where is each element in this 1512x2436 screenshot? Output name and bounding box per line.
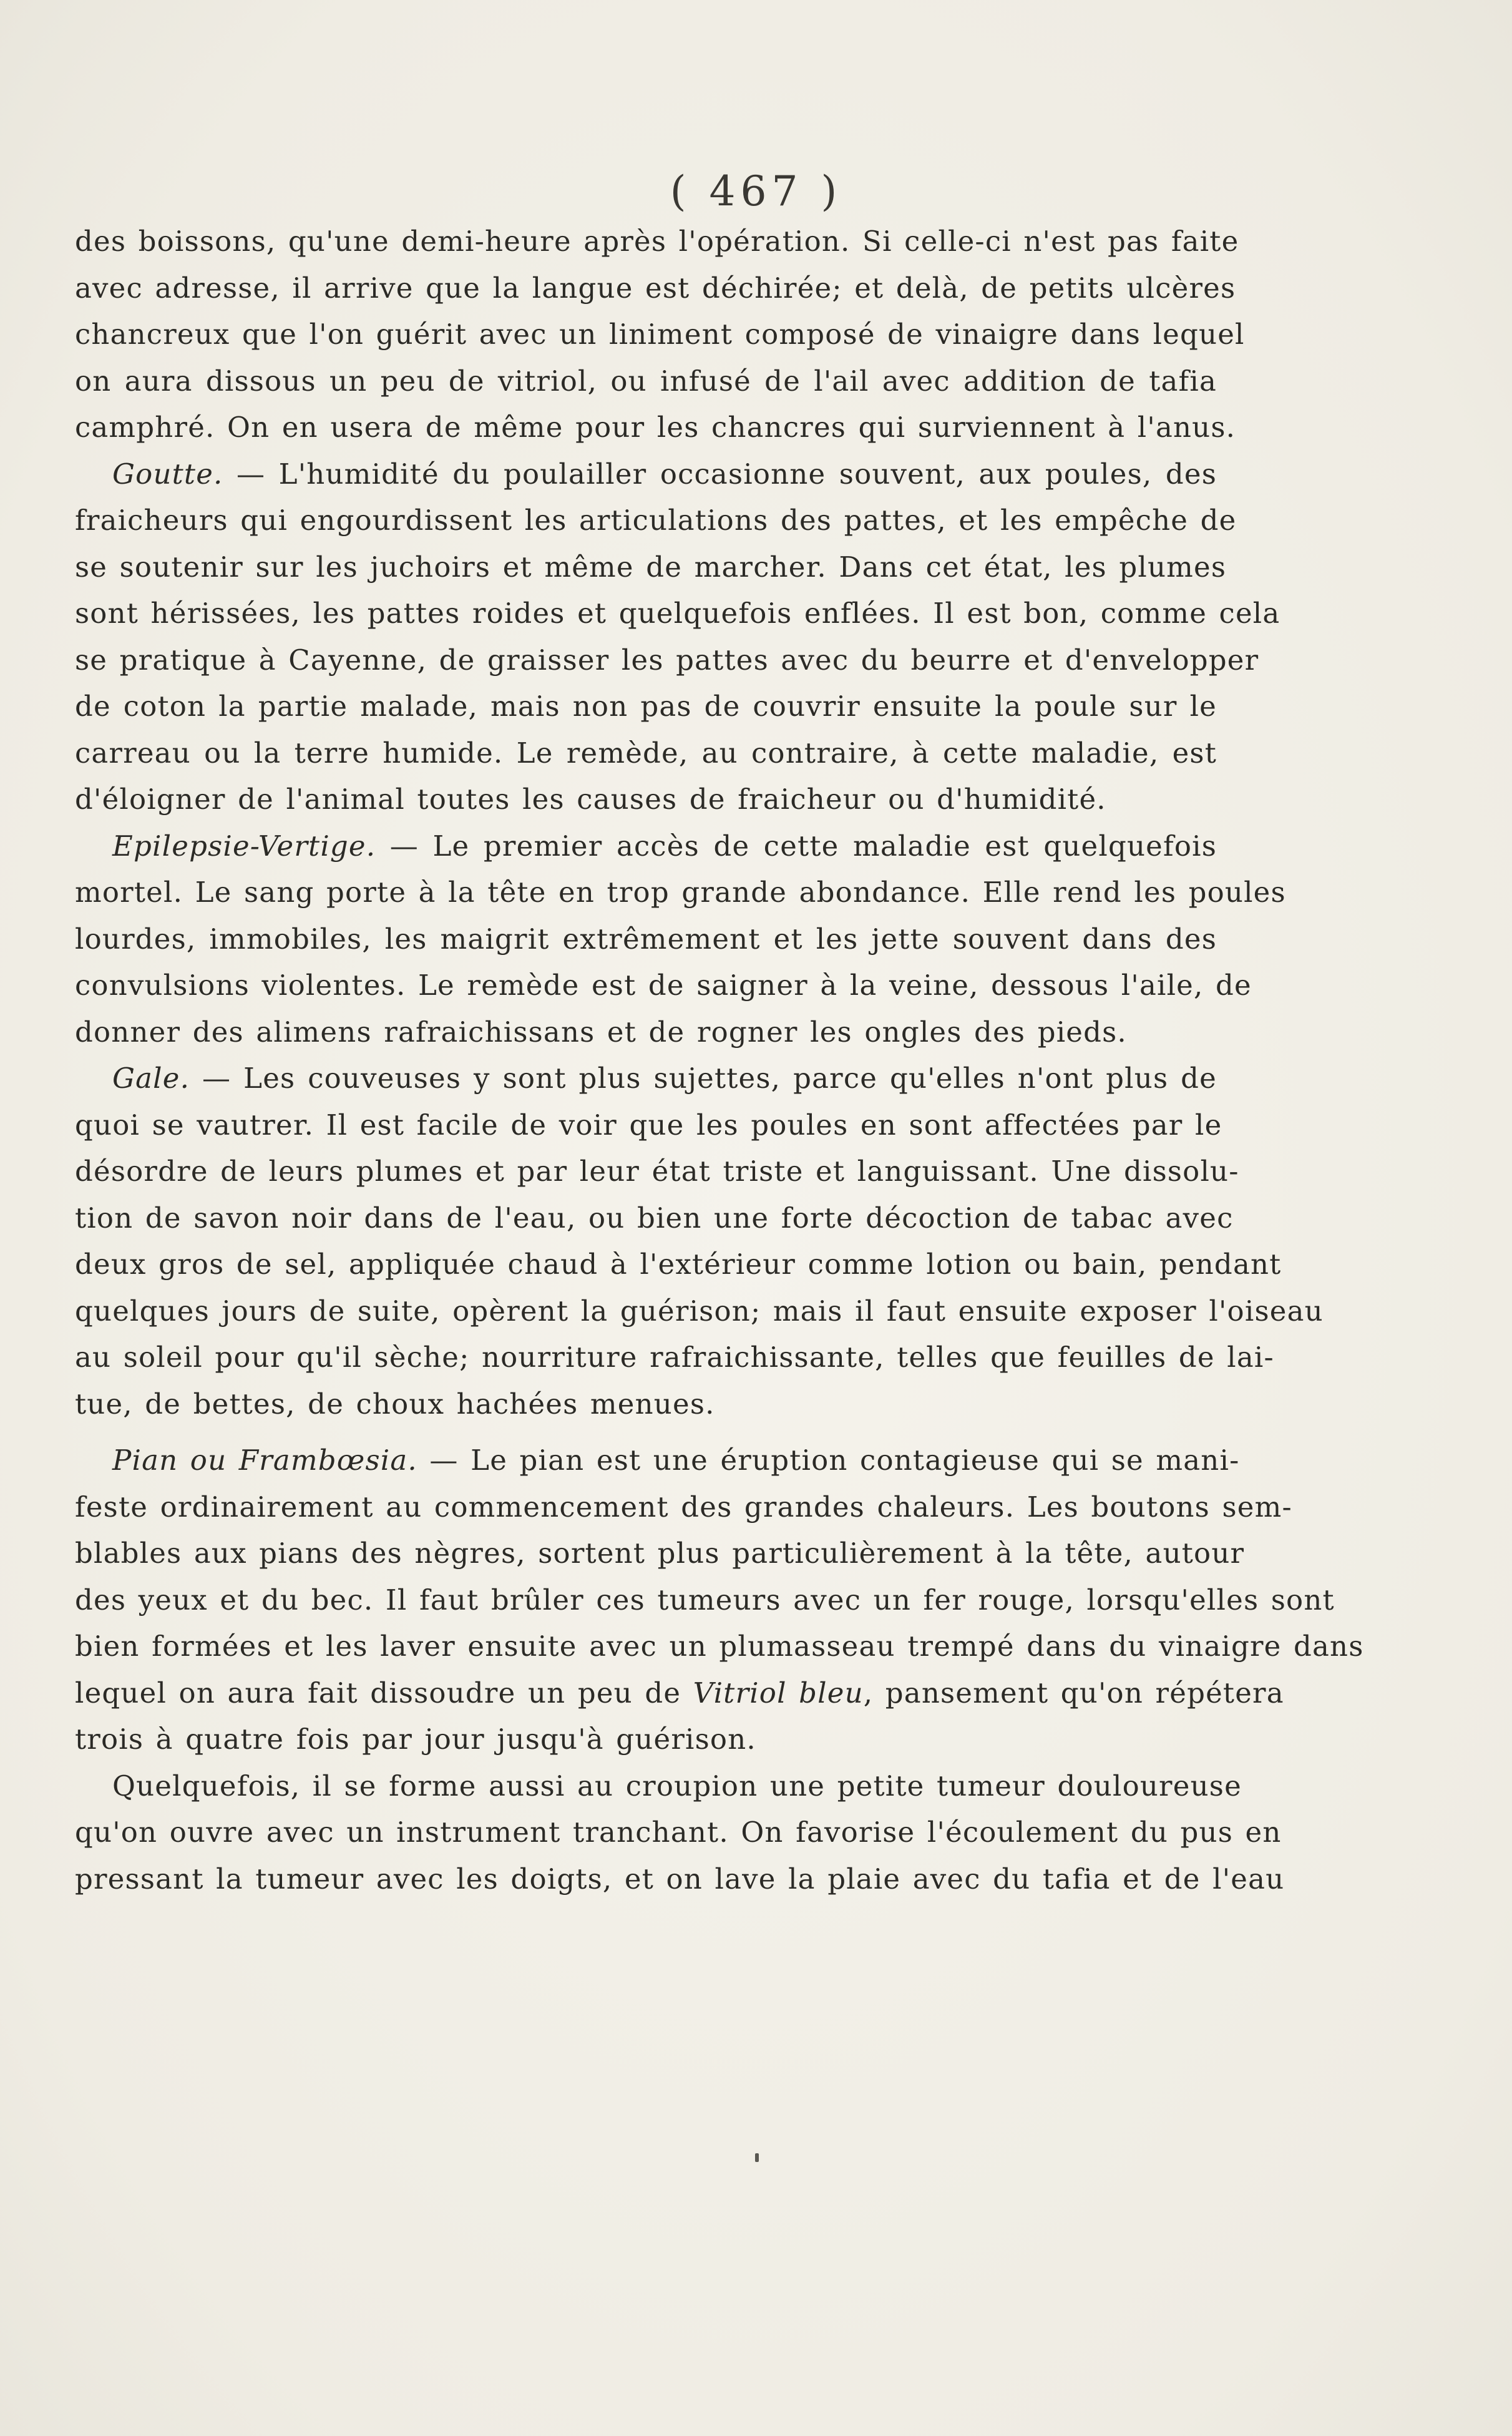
page-number: ( 467 ) — [670, 167, 842, 215]
text-line: des yeux et du bec. Il faut brûler ces tumeurs avec un fer rouge, lorsqu'elles sont — [75, 1583, 1335, 1617]
text-line: de coton la partie malade, mais non pas de couvrir ensuite la poule sur le — [75, 690, 1217, 723]
text-line: qu'on ouvre avec un instrument tranchant. On favorise l'écoulement du pus en — [75, 1816, 1282, 1849]
section-pian — [75, 1437, 1240, 1484]
text-line: avec adresse, il arrive que la langue est déchirée; et delà, de petits ulcères — [75, 271, 1236, 305]
body-text — [75, 218, 1364, 1902]
section-goutte — [75, 451, 1217, 498]
section-gale — [75, 1055, 1217, 1102]
text-line: Quelquefois, il se forme aussi au croupion une petite tumeur douloureuse — [112, 1769, 1242, 1803]
text-line: désordre de leurs plumes et par leur état triste et languissant. Une dissolu- — [75, 1155, 1239, 1188]
text-line: bien formées et les laver ensuite avec un plumasseau trempé dans du vinaigre dans — [75, 1630, 1364, 1663]
ink-speck — [755, 2153, 759, 2162]
text-segment: lequel on aura fait dissoudre un peu de — [75, 1676, 693, 1710]
text-line: chancreux que l'on guérit avec un liniment composé de vinaigre dans lequel — [75, 318, 1245, 351]
text-line: des boissons, qu'une demi-heure après l'opération. Si celle-ci n'est pas faite — [75, 225, 1239, 258]
text-line: sont hérissées, les pattes roides et quelquefois enflées. Il est bon, comme cela — [75, 597, 1280, 630]
text-line: carreau ou la terre humide. Le remède, au contraire, à cette maladie, est — [75, 736, 1217, 770]
text-line: mortel. Le sang porte à la tête en trop grande abondance. Elle rend les poules — [75, 876, 1286, 909]
section-heading: Pian ou Frambœsia. — [112, 1444, 417, 1477]
text-segment-italic: Vitriol bleu — [693, 1676, 864, 1710]
text-line: deux gros de sel, appliquée chaud à l'extérieur comme lotion ou bain, pendant — [75, 1248, 1282, 1281]
section-heading: Epilepsie-Vertige. — [112, 829, 376, 863]
text-line: tue, de bettes, de choux hachées menues. — [75, 1387, 715, 1421]
text-line: lourdes, immobiles, les maigrit extrêmement et les jette souvent dans des — [75, 922, 1217, 956]
section-text: — Le pian est une éruption contagieuse qui se mani- — [417, 1444, 1240, 1477]
text-line: pressant la tumeur avec les doigts, et on lave la plaie avec du tafia et de l'eau — [75, 1862, 1285, 1895]
text-line: trois à quatre fois par jour jusqu'à guérison. — [75, 1723, 756, 1756]
text-line: tion de savon noir dans de l'eau, ou bien une forte décoction de tabac avec — [75, 1201, 1234, 1235]
text-line: au soleil pour qu'il sèche; nourriture rafraichissante, telles que feuilles de lai- — [75, 1341, 1274, 1374]
text-line: convulsions violentes. Le remède est de saigner à la veine, dessous l'aile, de — [75, 969, 1252, 1002]
text-line-vitriol — [75, 1670, 1284, 1717]
text-segment: , pansement qu'on répétera — [863, 1676, 1284, 1710]
text-line: donner des alimens rafraichissans et de rogner les ongles des pieds. — [75, 1015, 1127, 1049]
section-text: — Les couveuses y sont plus sujettes, parce qu'elles n'ont plus de — [190, 1062, 1217, 1095]
text-line: camphré. On en usera de même pour les chancres qui surviennent à l'anus. — [75, 411, 1236, 444]
text-line: d'éloigner de l'animal toutes les causes de fraicheur ou d'humidité. — [75, 783, 1106, 816]
text-line: se soutenir sur les juchoirs et même de marcher. Dans cet état, les plumes — [75, 550, 1227, 584]
text-line: feste ordinairement au commencement des grandes chaleurs. Les boutons sem- — [75, 1490, 1292, 1524]
text-line: on aura dissous un peu de vitriol, ou infusé de l'ail avec addition de tafia — [75, 364, 1217, 398]
section-text: — Le premier accès de cette maladie est quelquefois — [376, 829, 1217, 863]
text-line: quoi se vautrer. Il est facile de voir que les poules en sont affectées par le — [75, 1108, 1222, 1142]
text-line: quelques jours de suite, opèrent la guérison; mais il faut ensuite exposer l'oiseau — [75, 1294, 1324, 1328]
text-line: fraicheurs qui engourdissent les articulations des pattes, et les empêche de — [75, 504, 1237, 537]
text-line: blables aux pians des nègres, sortent plus particulièrement à la tête, autour — [75, 1537, 1245, 1570]
section-epilepsie — [75, 823, 1217, 870]
section-text: — L'humidité du poulailler occasionne souvent, aux poules, des — [223, 457, 1217, 491]
section-heading: Goutte. — [112, 457, 223, 491]
section-heading: Gale. — [112, 1062, 190, 1095]
text-line: se pratique à Cayenne, de graisser les pattes avec du beurre et d'envelopper — [75, 643, 1259, 677]
